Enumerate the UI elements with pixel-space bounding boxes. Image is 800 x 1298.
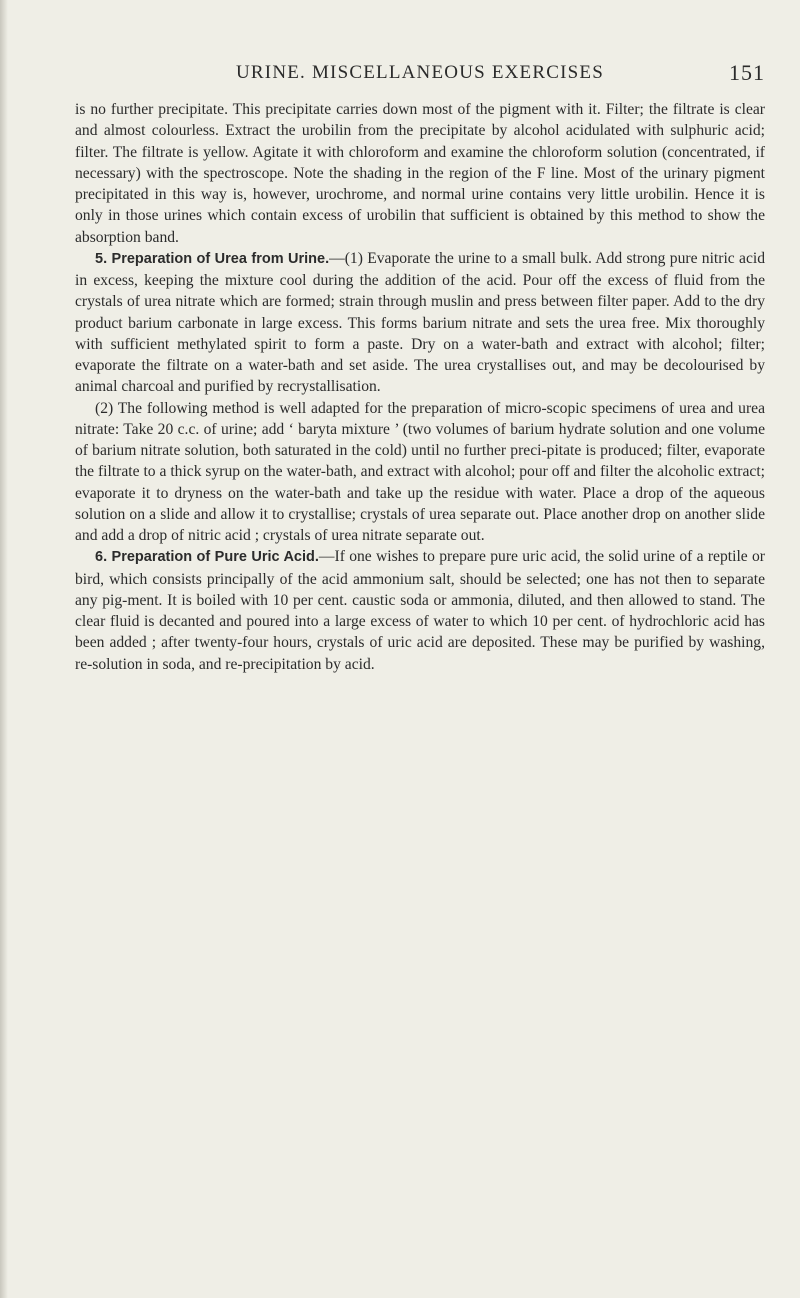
page-spine-shadow — [0, 0, 8, 1298]
paragraph-pure-uric-acid — [75, 546, 765, 675]
running-head: URINE. MISCELLANEOUS EXERCISES — [236, 62, 604, 83]
section-heading-urea: 5. Preparation of Urea from Urine. — [95, 250, 330, 267]
paragraph-text: —(1) Evaporate the urine to a small bulk. Add strong pure nitric acid in excess, keeping the mixture cool during the addition of the acid. Pour off the excess of fluid from the crystals of urea nitrate which are formed; strain through muslin and press between filter paper. Add to the dry product barium carbonate in large excess. This forms barium nitrate and sets the urea free. Mix thoroughly with sufficient methylated spirit to form a paste. Dry on a water-bath and extract with alcohol; filter; evaporate the filtrate on a water-bath and set aside. The urea crystallises out, and may be decolourised by animal charcoal and purified by recrystallisation. — [75, 249, 765, 396]
section-heading-uric-acid: 6. Preparation of Pure Uric Acid. — [95, 549, 319, 566]
paragraph-urea-from-urine — [75, 248, 765, 398]
paragraph-urobilin-continued — [75, 99, 765, 248]
page-header — [75, 62, 765, 88]
paragraph-microscopic-specimens — [75, 398, 765, 547]
body-text — [75, 99, 765, 675]
page-number: 151 — [729, 60, 765, 85]
paragraph-text: is no further precipitate. This precipitate carries down most of the pigment with it. Filter; the filtrate is clear and almost colourless. Extract the urobilin from the precipitate by alcohol acidulated with sulphuric acid; filter. The filtrate is yellow. Agitate it with chloroform and examine the chloroform solution (concentrated, if necessary) with the spectroscope. Note the shading in the region of the F line. Most of the urinary pigment precipitated in this way is, however, urochrome, and normal urine contains very little urobilin. Hence it is only in those urines which contain excess of urobilin that sufficient is obtained by this method to show the absorption band. — [75, 101, 765, 246]
paragraph-text: (2) The following method is well adapted for the preparation of micro-scopic specimens of urea and urea nitrate: Take 20 c.c. of urine; add ‘ baryta mixture ’ (two volumes of barium hydrate solution and one volume of barium nitrate solution, both saturated in the cold) until no further preci-pitate is produced; filter, evaporate the filtrate to a thick syrup on the water-bath, and extract with alcohol; pour off and filter the alcoholic extract; evaporate it to dryness on the water-bath and take up the residue with water. Place a drop of the aqueous solution on a slide and allow it to crystallise; crystals of urea separate out. Place another drop on another slide and add a drop of nitric acid ; crystals of urea nitrate separate out. — [75, 399, 765, 544]
paragraph-text: —If one wishes to prepare pure uric acid, the solid urine of a reptile or bird, which consists principally of the acid ammonium salt, should be selected; one has not then to separate any pig-ment. It is boiled with 10 per cent. caustic soda or ammonia, diluted, and then allowed to stand. The clear fluid is decanted and poured into a large excess of water to which 10 per cent. of hydrochloric acid has been added ; after twenty-four hours, crystals of uric acid are deposited. These may be purified by washing, re-solution in soda, and re-precipitation by acid. — [75, 548, 765, 673]
